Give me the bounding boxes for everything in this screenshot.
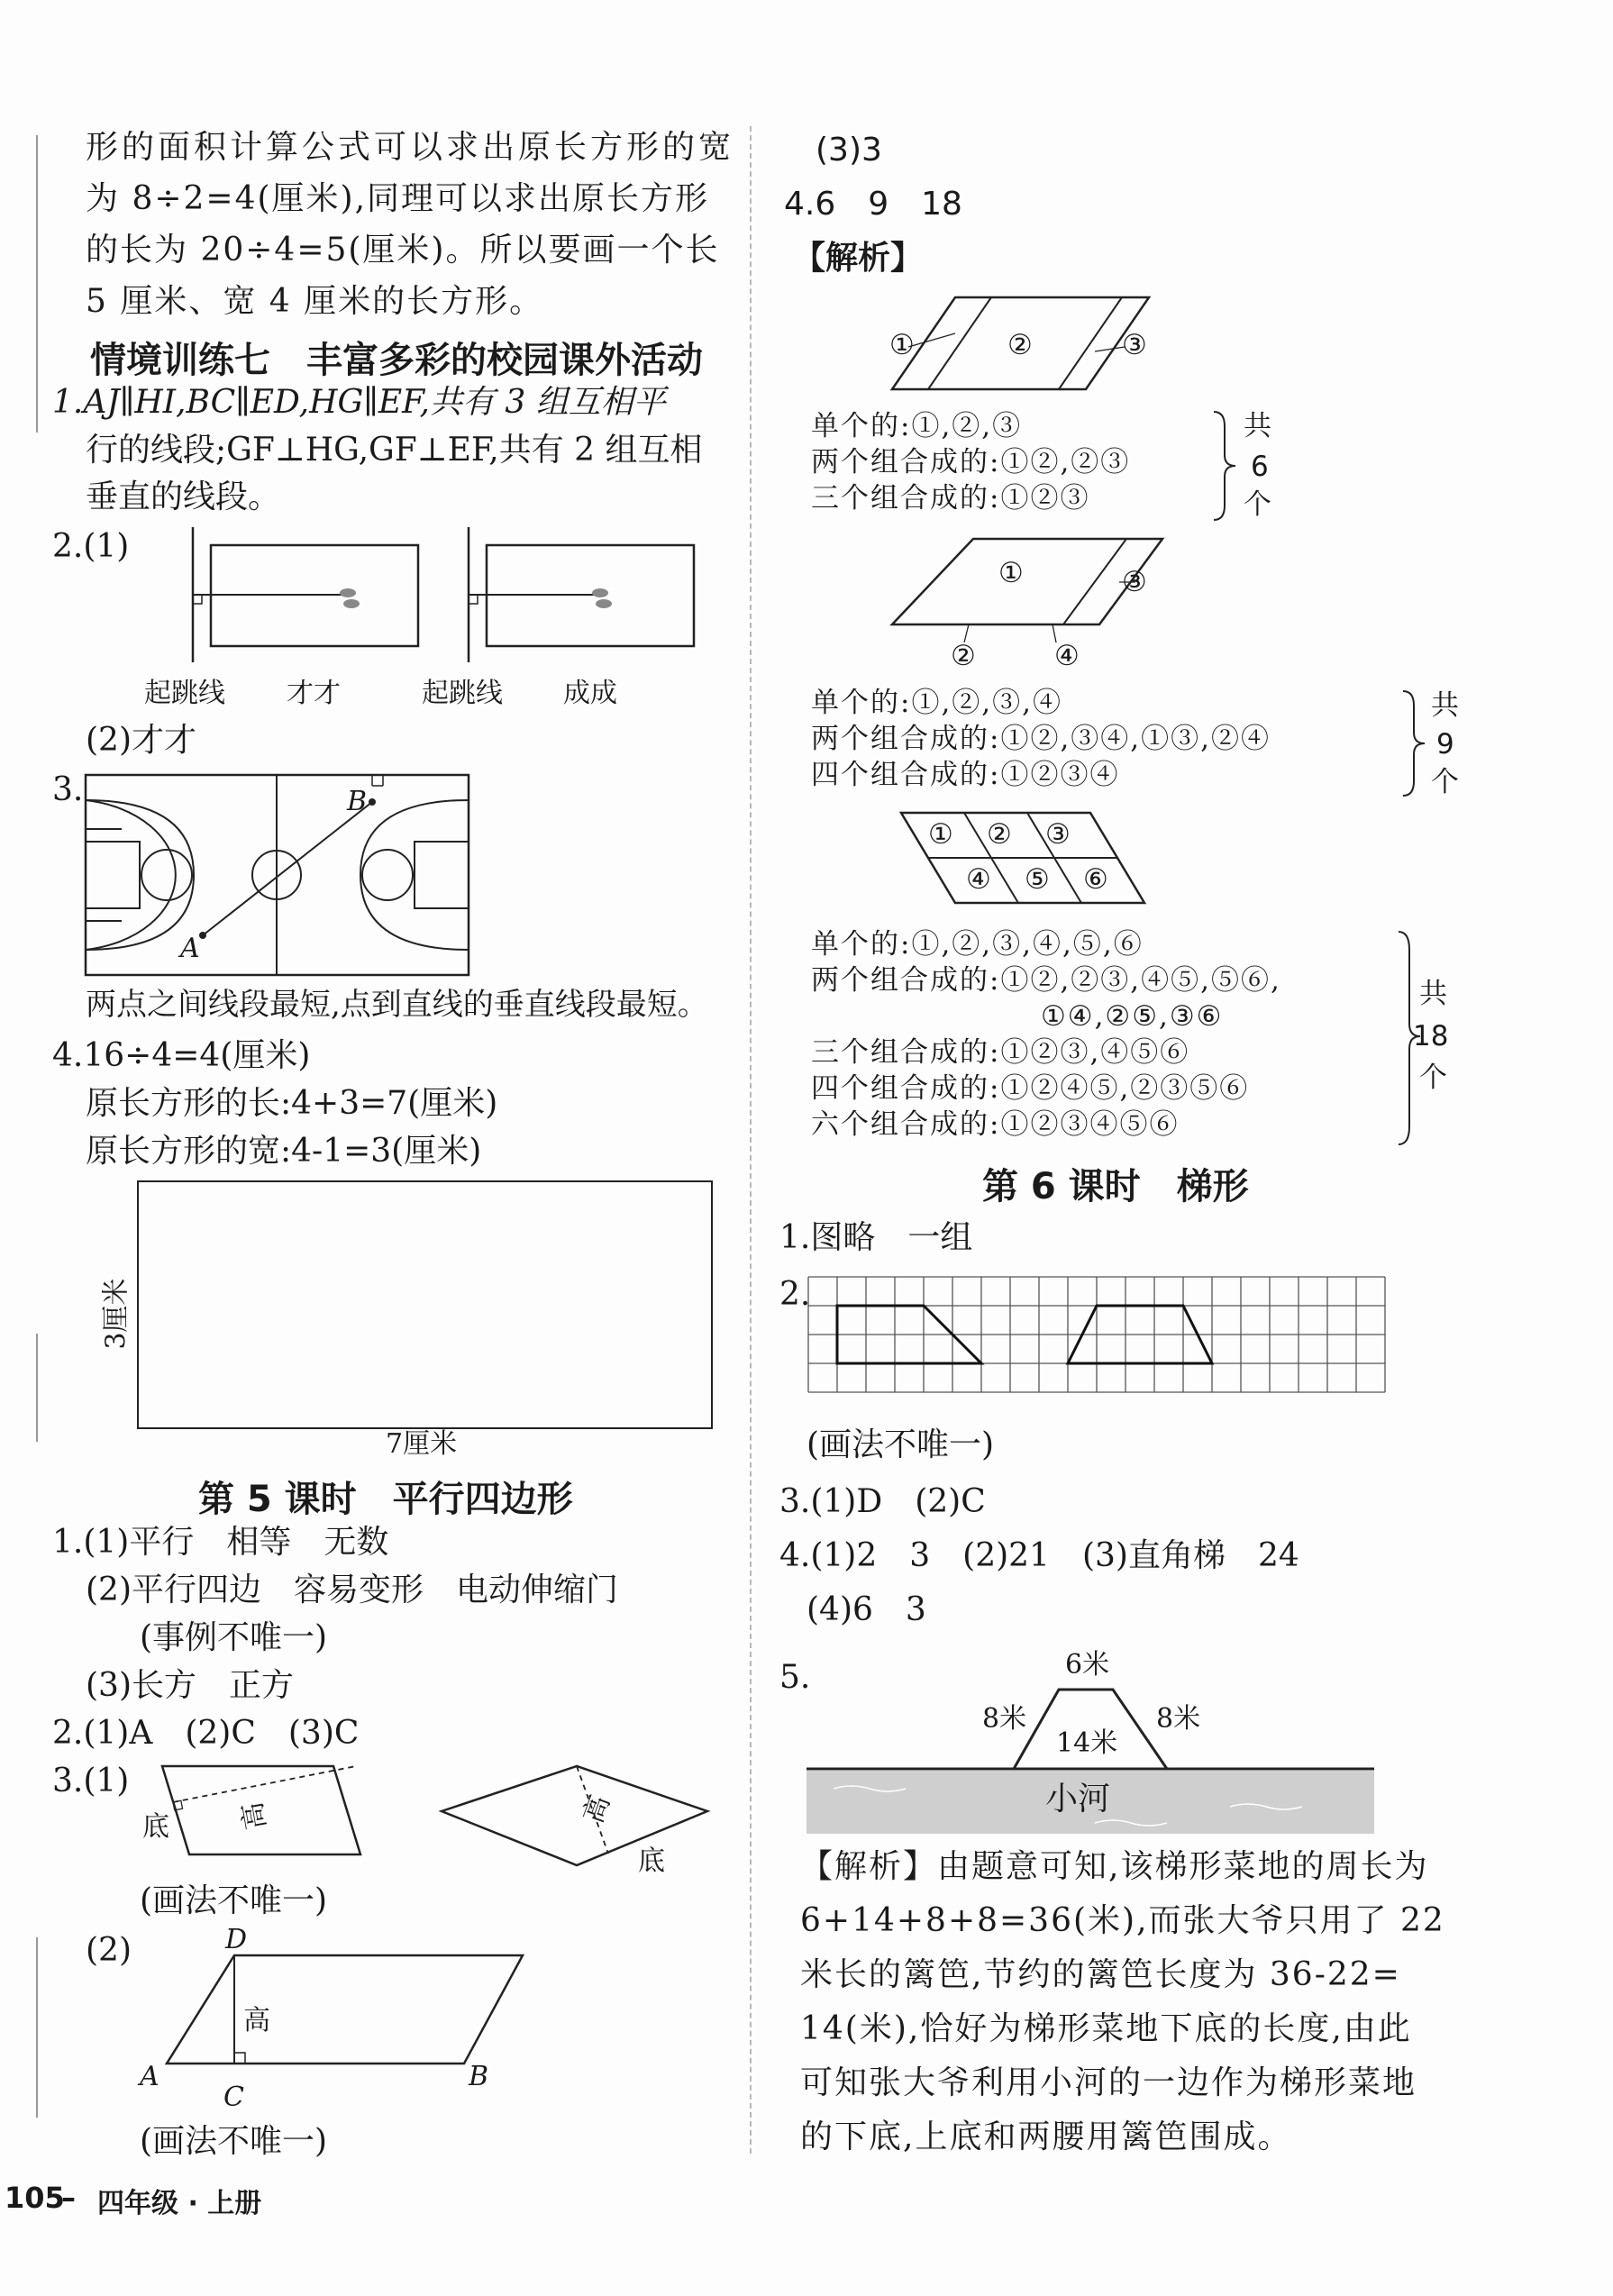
- l6-q4b: (4)6 3: [806, 1591, 926, 1628]
- analysis-line-4: 14(米),恰好为梯形菜地下底的长度,由此: [800, 2010, 1412, 2047]
- l6-q1: 1.图略 一组: [779, 1219, 973, 1256]
- analysis-line-2: 6+14+8+8=36(米),而张大爷只用了 22: [800, 1902, 1445, 1939]
- q3-point-b: B: [347, 786, 368, 817]
- lesson5-title: 第 5 课时 平行四边形: [198, 1479, 573, 1520]
- analysis-line-6: 的下底,上底和两腰用篱笆围成。: [800, 2118, 1292, 2155]
- l6-q2-label: 2.: [779, 1276, 811, 1313]
- q4-bottom-label: 7厘米: [386, 1428, 458, 1460]
- q3-answer: 两点之间线段最短,点到直线的垂直线段最短。: [86, 987, 708, 1023]
- r-total2-c: 个: [1431, 766, 1459, 798]
- r-total1-a: 共: [1244, 410, 1271, 442]
- l5-fig2-height: 高: [243, 2005, 270, 2036]
- r-block3-line-2: 两个组合成的:①②,②③,④⑤,⑤⑥,: [811, 964, 1281, 997]
- trap-left-label: 8米: [982, 1703, 1027, 1735]
- q2-fig-label-1: 起跳线: [144, 678, 225, 709]
- basketball-court-figure: [86, 775, 473, 982]
- left-margin-line-3: [36, 1937, 38, 2118]
- l5-line-3: (事例不唯一): [140, 1619, 328, 1656]
- trap-right-label: 8米: [1156, 1703, 1201, 1735]
- r-total2-a: 共: [1431, 689, 1459, 722]
- r-q4-line: 4.6 9 18: [784, 186, 962, 223]
- q3-point-a: A: [180, 933, 200, 964]
- r-fig2-label-2: ②: [951, 640, 976, 672]
- q2-part2: (2)才才: [86, 722, 196, 759]
- intro-line-1: 形的面积计算公式可以求出原长方形的宽: [86, 129, 735, 166]
- r-total3-c: 个: [1419, 1061, 1447, 1094]
- r-fig2-parallelogram: [892, 539, 1171, 665]
- r-fig2-label-4: ④: [1054, 640, 1080, 672]
- lesson6-title: 第 6 课时 梯形: [982, 1166, 1249, 1207]
- q2-fig-name-1: 才才: [287, 678, 341, 709]
- parallelogram-heights-figure: [153, 1766, 721, 1892]
- q1-line-3: 垂直的线段。: [86, 478, 281, 515]
- r-block3-line-4: 三个组合成的:①②③,④⑤⑥: [811, 1036, 1190, 1069]
- r-top-line: (3)3: [816, 132, 882, 169]
- r-jiexi: 【解析】: [793, 240, 924, 277]
- r-fig2-label-3: ③: [1122, 566, 1147, 598]
- q4-side-label: 3厘米: [100, 1278, 132, 1350]
- q4-line-2: 原长方形的长:4+3=7(厘米): [86, 1085, 498, 1122]
- r-fig3-label-2: ②: [987, 818, 1012, 851]
- analysis-line-3: 米长的篱笆,节约的篱笆长度为 36-22=: [800, 1956, 1401, 1993]
- l6-grid-figure: [806, 1275, 1392, 1406]
- section7-title: 情境训练七 丰富多彩的校园课外活动: [90, 340, 703, 381]
- intro-line-3: 的长为 20÷4=5(厘米)。所以要画一个长: [86, 232, 720, 269]
- r-block3-line-3: ①④,②⑤,③⑥: [1041, 1000, 1224, 1033]
- q2-label: 2.(1): [52, 528, 130, 565]
- l6-q5-label: 5.: [779, 1659, 811, 1696]
- analysis-line-1: 【解析】由题意可知,该梯形菜地的周长为: [800, 1848, 1429, 1885]
- trap-top-label: 6米: [1065, 1649, 1110, 1681]
- r-brace-2: [1401, 689, 1428, 797]
- l5-q3-part2: (2): [86, 1932, 132, 1969]
- r-total1-b: 6: [1251, 451, 1269, 483]
- l5-fig2-point-b: B: [469, 2061, 489, 2092]
- intro-line-4: 5 厘米、宽 4 厘米的长方形。: [86, 283, 544, 320]
- footer-dash: –: [61, 2181, 76, 2215]
- page-number: 105: [5, 2181, 65, 2215]
- r-fig1-label-3: ③: [1122, 329, 1147, 361]
- l5-q3-label: 3.(1): [52, 1763, 130, 1799]
- analysis-line-5: 可知张大爷利用小河的一边作为梯形菜地: [800, 2064, 1417, 2101]
- l5-line-2: (2)平行四边 容易变形 电动伸缩门: [86, 1572, 618, 1608]
- river-label: 小河: [1045, 1781, 1111, 1818]
- r-total3-b: 18: [1413, 1020, 1449, 1052]
- r-fig3-label-4: ④: [966, 863, 991, 896]
- r-fig3-label-1: ①: [928, 818, 953, 851]
- intro-line-2: 为 8÷2=4(厘米),同理可以求出原长方形: [86, 180, 710, 217]
- l5-line-1: 1.(1)平行 相等 无数: [52, 1524, 389, 1561]
- r-fig3-label-5: ⑤: [1025, 863, 1050, 896]
- r-total2-b: 9: [1436, 728, 1454, 761]
- r-fig3-label-3: ③: [1045, 818, 1071, 851]
- r-block3-line-6: 六个组合成的:①②③④⑤⑥: [811, 1108, 1180, 1141]
- r-total1-c: 个: [1244, 488, 1271, 521]
- q2-fig-name-2: 成成: [563, 678, 617, 709]
- l5-fig2-point-c: C: [223, 2082, 244, 2113]
- r-block1-line-1: 单个的:①,②,③: [811, 410, 1023, 442]
- q4-line-1: 4.16÷4=4(厘米): [52, 1037, 311, 1074]
- column-divider: [750, 126, 752, 2154]
- r-total3-a: 共: [1419, 978, 1447, 1010]
- q2-fig-label-2: 起跳线: [422, 678, 503, 709]
- l5-fig1-height: 高: [236, 1799, 273, 1832]
- r-fig1-label-2: ②: [1007, 329, 1033, 361]
- q3-label: 3.: [52, 771, 84, 808]
- r-block3-line-1: 单个的:①,②,③,④,⑤,⑥: [811, 928, 1144, 961]
- r-block1-line-3: 三个组合成的:①②③: [811, 482, 1090, 515]
- l6-q4a: 4.(1)2 3 (2)21 (3)直角梯 24: [779, 1537, 1299, 1574]
- q1-line-2: 行的线段;GF⊥HG,GF⊥EF,共有 2 组互相: [86, 432, 703, 469]
- r-fig3-label-6: ⑥: [1083, 863, 1108, 896]
- r-block2-line-1: 单个的:①,②,③,④: [811, 687, 1063, 719]
- l5-fig2-point-a: A: [140, 2061, 159, 2092]
- r-block1-line-2: 两个组合成的:①②,②③: [811, 446, 1131, 478]
- trap-bottom-label: 14米: [1056, 1727, 1118, 1759]
- left-margin-line: [36, 135, 38, 433]
- l5-note-2: (画法不唯一): [140, 2123, 328, 2160]
- l5-line-5: 2.(1)A (2)C (3)C: [52, 1715, 360, 1752]
- q4-rectangle: [137, 1180, 713, 1429]
- l5-fig1-height2: 高: [577, 1790, 617, 1827]
- r-block2-line-2: 两个组合成的:①②,③④,①③,②④: [811, 723, 1271, 755]
- l5-note-1: (画法不唯一): [140, 1882, 328, 1919]
- q4-line-3: 原长方形的宽:4-1=3(厘米): [86, 1133, 482, 1170]
- r-block2-line-3: 四个组合成的:①②③④: [811, 759, 1120, 791]
- footer-grade: 四年级 · 上册: [97, 2188, 262, 2219]
- l6-note: (画法不唯一): [806, 1426, 995, 1463]
- r-block3-line-5: 四个组合成的:①②④⑤,②③⑤⑥: [811, 1072, 1250, 1105]
- l5-fig1-base: 底: [142, 1811, 169, 1843]
- l5-fig1-base2: 底: [638, 1845, 665, 1877]
- left-margin-line-2: [36, 1334, 38, 1442]
- l6-q3: 3.(1)D (2)C: [779, 1483, 986, 1520]
- r-fig1-label-1: ①: [889, 329, 915, 361]
- l5-fig2-point-d: D: [225, 1924, 248, 1955]
- q1-line-1: 1.AJ∥HI,BC∥ED,HG∥EF,共有 3 组互相平: [52, 384, 666, 421]
- r-brace-1: [1212, 410, 1239, 523]
- r-fig2-label-1: ①: [998, 557, 1024, 589]
- l5-line-4: (3)长方 正方: [86, 1667, 294, 1704]
